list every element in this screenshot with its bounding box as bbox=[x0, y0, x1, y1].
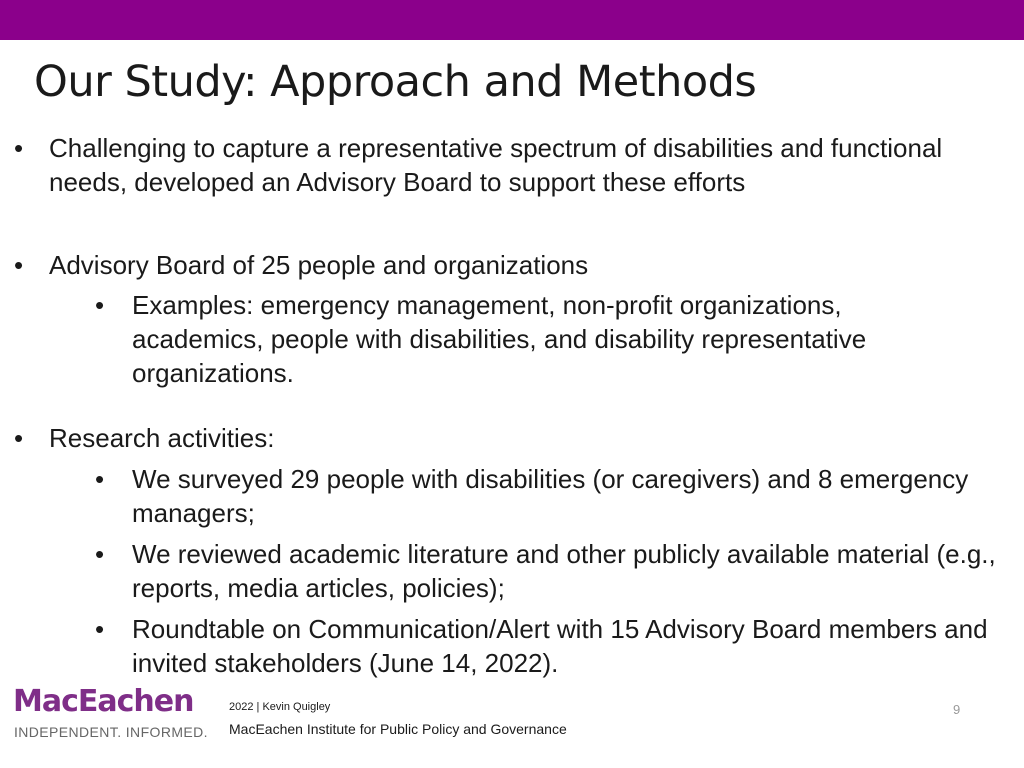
footer-author: 2022 | Kevin Quigley bbox=[229, 701, 331, 713]
bullet-text: Advisory Board of 25 people and organizations bbox=[49, 250, 589, 280]
maceachen-logo: MacEachen bbox=[13, 684, 194, 719]
bullet-item bbox=[14, 421, 974, 455]
bullet-marker: • bbox=[14, 250, 24, 280]
bullet-text: We reviewed academic literature and other publicly available material (e.g., reports, media articles, policies); bbox=[132, 539, 996, 603]
bullet-marker: • bbox=[95, 539, 105, 569]
bullet-marker: • bbox=[14, 423, 24, 453]
sub-bullet-item bbox=[95, 462, 975, 530]
sub-bullet-item bbox=[95, 537, 1015, 605]
bullet-marker: • bbox=[14, 133, 24, 163]
top-color-band bbox=[0, 0, 1024, 40]
slide-title: Our Study: Approach and Methods bbox=[34, 57, 757, 107]
bullet-marker: • bbox=[95, 614, 105, 644]
bullet-marker: • bbox=[95, 464, 105, 494]
bullet-text: Roundtable on Communication/Alert with 15 Advisory Board members and invited stakeholders (June 14, 2022). bbox=[132, 614, 988, 678]
bullet-text: Challenging to capture a representative spectrum of disabilities and functional needs, developed an Advisory Board to support these efforts bbox=[49, 133, 943, 197]
bullet-text: We surveyed 29 people with disabilities (or caregivers) and 8 emergency managers; bbox=[132, 464, 969, 528]
bullet-item bbox=[14, 131, 974, 199]
sub-bullet-item bbox=[95, 612, 1020, 680]
bullet-text: Research activities: bbox=[49, 423, 275, 453]
footer-institute: MacEachen Institute for Public Policy and Governance bbox=[229, 721, 567, 737]
page-number: 9 bbox=[953, 702, 961, 717]
bullet-marker: • bbox=[95, 290, 105, 320]
sub-bullet-item bbox=[95, 288, 975, 390]
logo-tagline: INDEPENDENT. INFORMED. bbox=[14, 724, 208, 740]
bullet-text: Examples: emergency management, non-profit organizations, academics, people with disabilities, and disability representative organizations. bbox=[132, 290, 867, 388]
bullet-item bbox=[14, 248, 974, 282]
